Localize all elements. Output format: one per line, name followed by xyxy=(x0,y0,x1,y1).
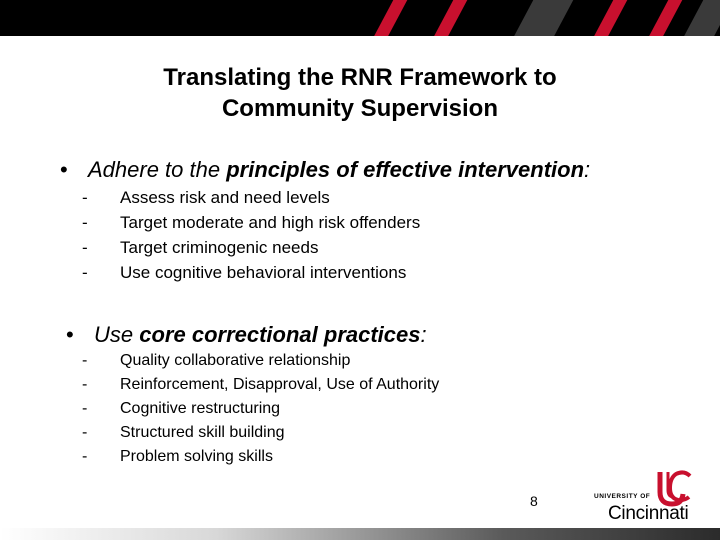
list-item: - Target moderate and high risk offenders xyxy=(82,213,421,232)
list-item: - Assess risk and need levels xyxy=(82,188,330,207)
list-item: - Use cognitive behavioral interventions xyxy=(82,263,407,282)
list-item: - Quality collaborative relationship xyxy=(82,352,351,369)
list-item: - Problem solving skills xyxy=(82,448,273,465)
practices-list xyxy=(82,349,439,469)
footer-bar xyxy=(0,528,720,540)
header-banner xyxy=(0,0,720,36)
list-item: - Cognitive restructuring xyxy=(82,400,281,417)
bullet-marker: • xyxy=(60,157,68,182)
bullet-prefix: Use xyxy=(94,322,140,347)
logo-university-of: UNIVERSITY OF xyxy=(594,493,651,500)
slide-title xyxy=(0,62,720,124)
list-item: - Target criminogenic needs xyxy=(82,238,319,257)
banner-stripe xyxy=(361,0,412,36)
list-item: - Structured skill building xyxy=(82,424,285,441)
bullet-suffix: : xyxy=(420,322,427,347)
bullet-marker: • xyxy=(66,322,74,347)
bullet-prefix: Adhere to the xyxy=(88,157,227,182)
university-logo xyxy=(594,470,706,526)
bullet-suffix: : xyxy=(584,157,591,182)
list-item: - Reinforcement, Disapproval, Use of Authority xyxy=(82,376,440,393)
bullet-principles xyxy=(60,157,590,183)
banner-stripe xyxy=(636,0,687,36)
logo-cincinnati: Cincinnati xyxy=(608,503,689,524)
page-number: 8 xyxy=(530,493,538,509)
title-line-2: Community Supervision xyxy=(221,95,499,122)
principles-list xyxy=(82,185,420,285)
bullet-emphasis: core correctional practices xyxy=(139,322,421,347)
title-line-1: Translating the RNR Framework to xyxy=(163,64,557,91)
banner-stripe-gray xyxy=(501,0,578,36)
bullet-emphasis: principles of effective intervention xyxy=(226,157,585,182)
banner-stripe xyxy=(421,0,472,36)
bullet-core-practices xyxy=(66,322,427,348)
banner-stripe xyxy=(581,0,632,36)
